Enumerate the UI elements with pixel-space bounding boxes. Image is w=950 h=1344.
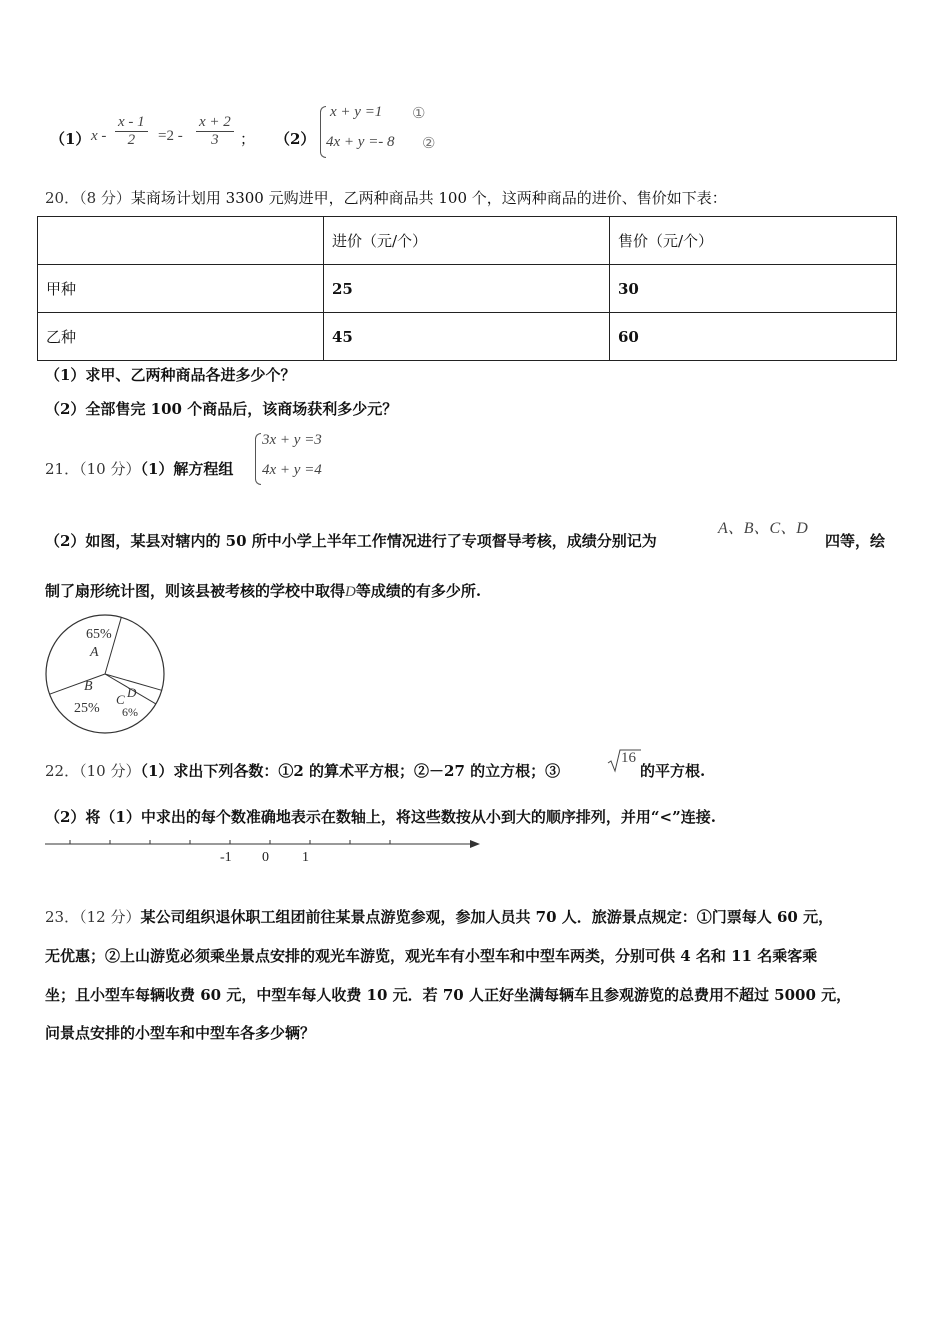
table-cell: 45 (324, 313, 610, 361)
table-cell: 30 (610, 265, 897, 313)
question-score: （8 分） (79, 189, 131, 207)
q22-sub1-tail: 的平方根. (640, 762, 706, 780)
q19-system-line-2: 4x + y =- 8 (326, 134, 395, 150)
question-score: （12 分） (79, 908, 141, 926)
pie-slice-boundary-b (105, 617, 121, 674)
table-cell: 25 (324, 265, 610, 313)
question-score: （10 分） (79, 762, 141, 780)
circle-2-mark: ② (422, 136, 436, 152)
q23-line-2: 无优惠；②上山游览必须乘坐景点安排的观光车游览，观光车有小型车和中型车两类，分别可供 4 名和 11 名乘客乘 (45, 947, 818, 965)
question-stem: 某商场计划用 3300 元购进甲，乙两种商品共 100 个，这两种商品的进价、售价如下表： (130, 189, 727, 207)
pie-label-d-pct: 6% (122, 705, 138, 719)
fraction-denominator: 3 (211, 132, 219, 148)
table-cell: 甲种 (38, 265, 324, 313)
question-number: 22． (45, 762, 80, 780)
fraction-numerator: x - 1 (115, 114, 148, 132)
q21-system-line-1: 3x + y =3 (262, 432, 322, 448)
q21-stem-line (45, 458, 233, 479)
q21-sub2-text: （2）如图，某县对辖内的 50 所中小学上半年工作情况进行了专项督导考核，成绩分别记为 (45, 532, 657, 550)
table-row (38, 265, 897, 313)
q23-line-4: 问景点安排的小型车和中型车各多少辆？ (45, 1024, 316, 1042)
axis-label-0: 0 (262, 850, 269, 865)
q20-stem-line (45, 187, 727, 208)
q19-eq1-x: x - (91, 128, 107, 144)
system-brace (255, 433, 261, 485)
pie-label-d: D (127, 685, 137, 700)
q19-part2-label: （2） (275, 130, 316, 148)
q19-eq1-mid: =2 - (158, 128, 183, 144)
table-cell: 60 (610, 313, 897, 361)
number-line (40, 834, 490, 868)
question-number: 20． (45, 189, 80, 207)
q19-eq1-end: ； (240, 130, 256, 148)
q19-system-line-1: x + y =1 (330, 104, 383, 120)
q23-line-1 (45, 906, 833, 927)
q22-sub1-text: （1）求出下列各数：①2 的算术平方根；②－27 的立方根；③ (140, 762, 561, 780)
question-number: 23． (45, 908, 80, 926)
grade-d-label: D (345, 584, 356, 600)
circle-1-mark: ① (412, 106, 426, 122)
q23-text-1: 某公司组织退休职工组团前往某景点游览参观，参加人员共 70 人．旅游景点规定：①门票每人 60 元， (140, 908, 834, 926)
q21-grades: A、B、C、D (718, 520, 808, 537)
axis-label-1: 1 (302, 850, 309, 865)
table-header-cell: 售价（元/个） (610, 217, 897, 265)
pie-chart (40, 606, 172, 746)
q22-sub2: （2）将（1）中求出的每个数准确地表示在数轴上，将这些数按从小到大的顺序排列，并用“<”连接. (45, 808, 716, 826)
q21-sub2-tail: 四等，绘 (825, 532, 886, 550)
question-number: 21． (45, 460, 80, 478)
price-table (37, 216, 897, 361)
fraction-numerator: x + 2 (196, 114, 234, 132)
arrow-right-icon (470, 840, 480, 848)
table-header-cell (38, 217, 324, 265)
table-header-row (38, 217, 897, 265)
q19-fraction-2 (196, 114, 234, 149)
table-header-cell: 进价（元/个） (324, 217, 610, 265)
pie-label-c: C (116, 692, 125, 707)
table-cell: 乙种 (38, 313, 324, 361)
fraction-denominator: 2 (127, 132, 136, 148)
q21-sub1: （1）解方程组 (140, 460, 234, 478)
q21-sub2-line-2 (45, 580, 481, 601)
q23-line-3: 坐；且小型车每辆收费 60 元，中型车每人收费 10 元．若 70 人正好坐满每辆车且参观游览的总费用不超过 5000 元， (45, 986, 852, 1004)
q20-sub1: （1）求甲、乙两种商品各进多少个？ (45, 366, 296, 384)
pie-label-a-pct: 65% (86, 627, 112, 642)
q22-stem-line (45, 760, 560, 781)
q21-sub2-line-1 (45, 530, 657, 551)
q21-sub2-text-2: 制了扇形统计图，则该县被考核的学校中取得 (45, 582, 346, 600)
pie-slice-boundary-a (50, 674, 105, 694)
q21-sub2-text-3: 等成绩的有多少所. (355, 582, 482, 600)
question-score: （10 分） (79, 460, 141, 478)
q19-part1-label: （1） (50, 130, 91, 148)
pie-label-b: B (84, 679, 93, 694)
q21-system-line-2: 4x + y =4 (262, 462, 322, 478)
axis-label-neg1: -1 (220, 850, 232, 865)
pie-label-a: A (90, 645, 99, 660)
q19-fraction-1 (115, 114, 148, 149)
pie-label-b-pct: 25% (74, 701, 100, 716)
table-row (38, 313, 897, 361)
q20-sub2: （2）全部售完 100 个商品后，该商场获利多少元？ (45, 400, 398, 418)
sqrt-argument: 16 (621, 750, 636, 766)
